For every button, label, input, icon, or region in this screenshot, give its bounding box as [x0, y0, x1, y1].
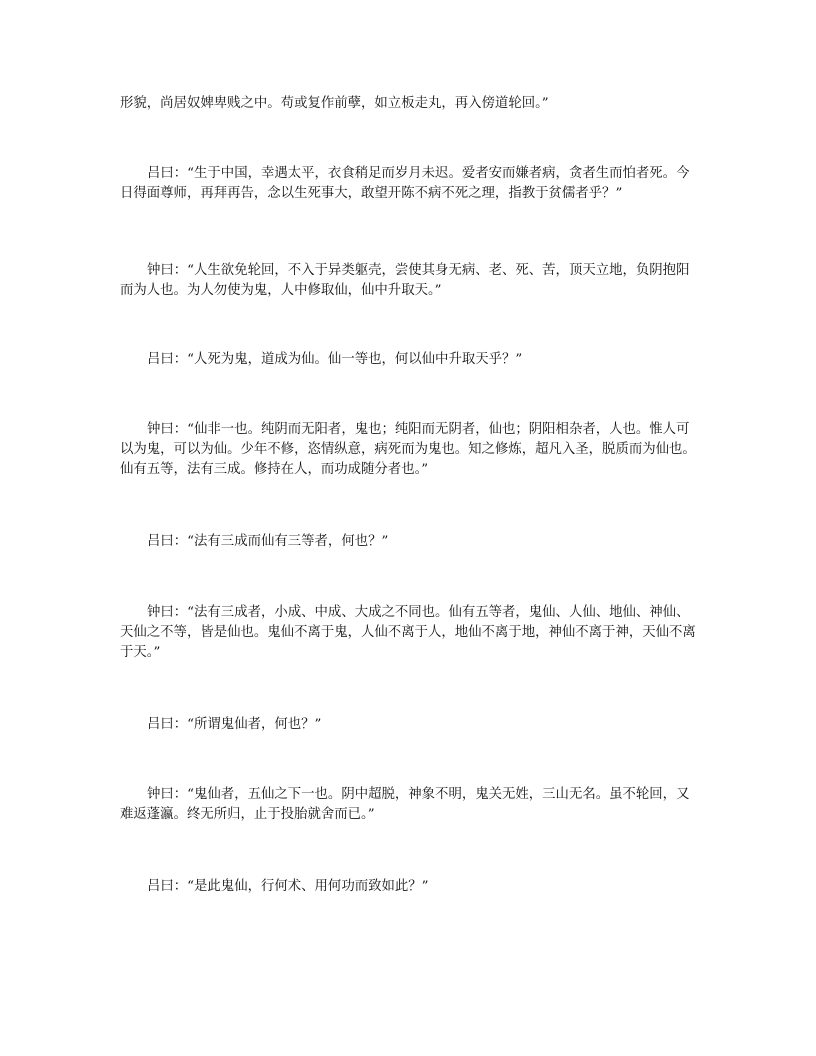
paragraph-zhong-answer-2: 钟曰：“仙非一也。纯阴而无阳者，鬼也；纯阳而无阴者，仙也；阴阳相杂者，人也。惟人可以为鬼，可以为仙。少年不修，恣情纵意，病死而为鬼也。知之修炼，超凡入圣，脱质而为仙也。仙有五等，法有三成。修持在人，而功成随分者也。”: [120, 422, 696, 477]
paragraph-lu-question-4: 吕曰：“所谓鬼仙者，何也？”: [147, 717, 322, 732]
paragraph-continuation: 形貌，尚居奴婢卑贱之中。苟或复作前孽，如立板走丸，再入傍道轮回。”: [120, 96, 549, 111]
paragraph-lu-question-1: 吕曰：“生于中国，幸遇太平，衣食稍足而岁月未迟。爱者安而嫌者病，贪者生而怕者死。今日得面尊师，再拜再告，念以生死事大，敢望开陈不病不死之理，指教于贫儒者乎？”: [120, 166, 690, 201]
paragraph-lu-question-5: 吕曰：“是此鬼仙，行何术、用何功而致如此？”: [147, 879, 429, 894]
paragraph-lu-question-2: 吕曰：“人死为鬼，道成为仙。仙一等也，何以仙中升取天乎？”: [147, 352, 523, 367]
paragraph-zhong-answer-4: 钟曰：“鬼仙者，五仙之下一也。阴中超脱，神象不明，鬼关无姓，三山无名。虽不轮回，又难返蓬瀛。终无所归，止于投胎就舍而已。”: [120, 787, 690, 822]
paragraph-zhong-answer-1: 钟曰：“人生欲免轮回，不入于异类躯壳，尝使其身无病、老、死、苦，顶天立地，负阴抱阳而为人也。为人勿使为鬼，人中修取仙，仙中升取天。”: [120, 263, 690, 298]
paragraph-lu-question-3: 吕曰：“法有三成而仙有三等者，何也？”: [147, 534, 389, 549]
paragraph-zhong-answer-3: 钟曰：“法有三成者，小成、中成、大成之不同也。仙有五等者，鬼仙、人仙、地仙、神仙、天仙之不等，皆是仙也。鬼仙不离于鬼，人仙不离于人，地仙不离于地，神仙不离于神，天仙不离于天。”: [120, 605, 696, 660]
